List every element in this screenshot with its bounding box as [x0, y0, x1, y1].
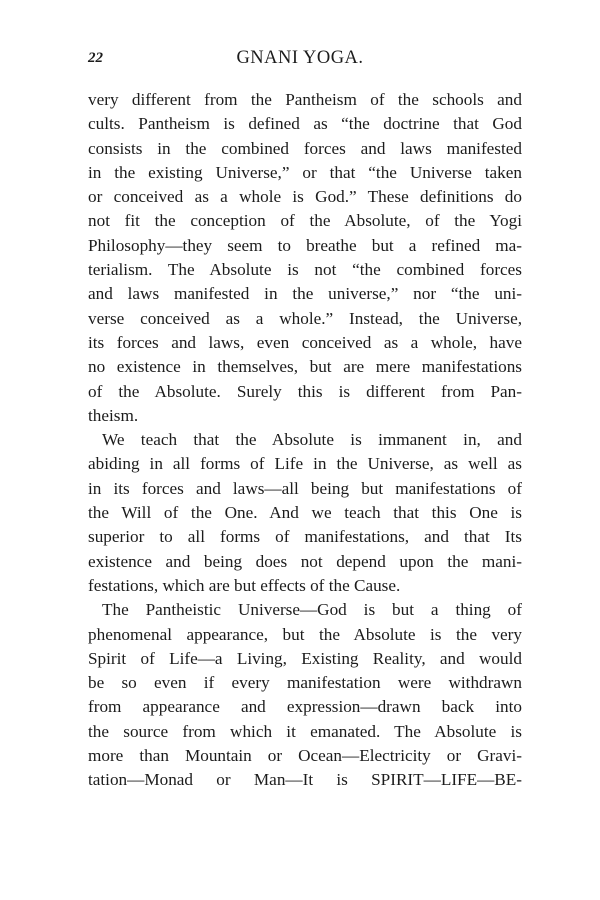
text-line: in the existing Universe,” or that “the Universe taken	[88, 162, 522, 182]
running-title: GNANI YOGA.	[236, 48, 364, 68]
page-number: 22	[88, 50, 103, 66]
text-line: tation—Monad or Man—It is SPIRIT—LIFE—BE-	[88, 770, 522, 790]
text-line: festations, which are but effects of the Cause.	[88, 575, 401, 595]
text-line: consists in the combined forces and laws manifested	[88, 138, 522, 158]
text-line: the Will of the One. And we teach that this One is	[88, 503, 522, 523]
text-line: Spirit of Life—a Living, Existing Reality, and would	[88, 648, 522, 668]
text-line: terialism. The Absolute is not “the combined forces	[88, 260, 522, 280]
text-line: Philosophy—they seem to breathe but a refined ma-	[88, 235, 522, 255]
text-line: abiding in all forms of Life in the Universe, as well as	[88, 454, 522, 474]
text-line: the source from which it emanated. The Absolute is	[88, 721, 522, 741]
text-line: more than Mountain or Ocean—Electricity or Gravi-	[88, 746, 522, 766]
text-line: not fit the conception of the Absolute, of the Yogi	[88, 211, 522, 231]
text-line: in its forces and laws—all being but manifestations of	[88, 478, 522, 498]
text-line: theism.	[88, 405, 139, 425]
text-line: of the Absolute. Surely this is different from Pan-	[88, 381, 522, 401]
body-text	[88, 88, 522, 793]
text-line: existence and being does not depend upon the mani-	[88, 551, 522, 571]
text-line: or conceived as a whole is God.” These definitions do	[88, 187, 522, 207]
text-line: no existence in themselves, but are mere manifestations	[88, 357, 522, 377]
text-line: very different from the Pantheism of the schools and	[88, 90, 522, 109]
text-line: from appearance and expression—drawn back into	[88, 697, 522, 717]
text-line: its forces and laws, even conceived as a whole, have	[88, 332, 522, 352]
text-line: be so even if every manifestation were withdrawn	[88, 673, 522, 693]
text-line: superior to all forms of manifestations, and that Its	[88, 527, 522, 547]
text-line: cults. Pantheism is defined as “the doctrine that God	[88, 114, 522, 134]
text-line: and laws manifested in the universe,” nor “the uni-	[88, 284, 522, 304]
text-line: We teach that the Absolute is immanent in, and	[102, 430, 522, 450]
text-line: verse conceived as a whole.” Instead, the Universe,	[88, 308, 522, 328]
text-line: The Pantheistic Universe—God is but a thing of	[102, 600, 522, 620]
text-line: phenomenal appearance, but the Absolute is the very	[88, 624, 522, 644]
